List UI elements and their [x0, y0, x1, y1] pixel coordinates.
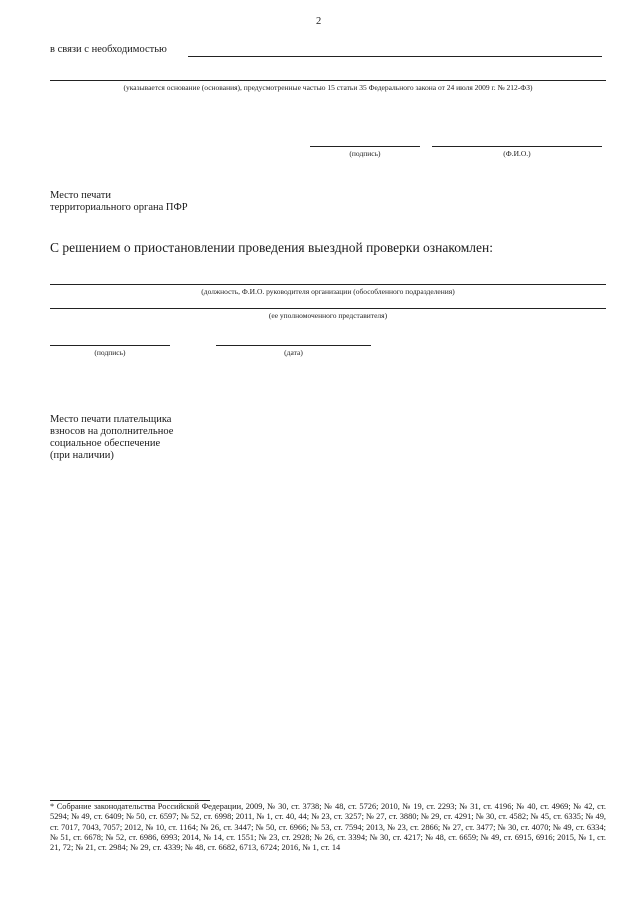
position-caption: (должность, Ф.И.О. руководителя организации (обособленного подразделения): [201, 287, 455, 296]
stamp-pfr-line2: территориального органа ПФР: [50, 202, 188, 213]
reason-fill-line: [188, 56, 602, 57]
ack-date-line: [216, 345, 371, 346]
footnote-rule: [50, 800, 210, 801]
fio-line: [432, 146, 602, 147]
fio-caption: (Ф.И.О.): [503, 149, 531, 158]
payer-stamp-line4: (при наличии): [50, 450, 114, 461]
reason-lead-text: в связи с необходимостью: [50, 44, 167, 55]
signature-line: [310, 146, 420, 147]
payer-stamp-label: [50, 414, 173, 462]
stamp-pfr-label: [50, 190, 188, 214]
ack-signature-line: [50, 345, 170, 346]
stamp-pfr-line1: Место печати: [50, 190, 112, 201]
basis-caption: (указывается основание (основания), предусмотренные частью 15 статьи 35 Федерального закона от 24 июля 2009 г. № 212-ФЗ): [123, 83, 533, 92]
payer-stamp-line3: социальное обеспечение: [50, 438, 161, 449]
ack-signature-caption: (подпись): [94, 348, 126, 357]
ack-date-caption: (дата): [284, 348, 303, 357]
page-number: 2: [316, 16, 322, 27]
representative-fill-line: [50, 308, 606, 309]
basis-fill-line: [50, 80, 606, 81]
payer-stamp-line1: Место печати плательщика: [50, 414, 172, 425]
footnote-text: * Собрание законодательства Российской Федерации, 2009, № 30, ст. 3738; № 48, ст. 5726; 2010, № 19, ст. 2293; № 31, ст. 4196; № 40, ст. 4969; № 42, ст. 5294; № 49, ст. 6409; № 50, ст. 6597; № 52, ст. 6998; 2011, № 1, ст. 40, 44; № 23, ст. 3257; № 27, ст. 3880; № 29, ст. 4291; № 30, ст. 4582; № 45, ст. 6335; № 49, ст. 7017, 7043, 7057; 2012, № 10, ст. 1164; № 26, ст. 3447; № 50, ст. 6966; № 53, ст. 7594; 2013, № 23, ст. 2866; № 27, ст. 3477; № 30, ст. 4070; № 49, ст. 6334; № 51, ст. 6678; № 52, ст. 6986, 6993; 2014, № 14, ст. 1551; № 23, ст. 2928; № 26, ст. 3394; № 30, ст. 4217; № 48, ст. 6659; № 49, ст. 6915, 6916; 2015, № 1, ст. 21, 72; № 21, ст. 2984; № 29, ст. 4339; № 48, ст. 6682, 6713, 6724; 2016, № 1, ст. 14: [50, 802, 606, 853]
payer-stamp-line2: взносов на дополнительное: [50, 426, 174, 437]
acknowledgment-heading: С решением о приостановлении проведения выездной проверки ознакомлен:: [50, 240, 493, 255]
signature-caption: (подпись): [349, 149, 381, 158]
position-fill-line: [50, 284, 606, 285]
representative-caption: (ее уполномоченного представителя): [268, 311, 388, 320]
